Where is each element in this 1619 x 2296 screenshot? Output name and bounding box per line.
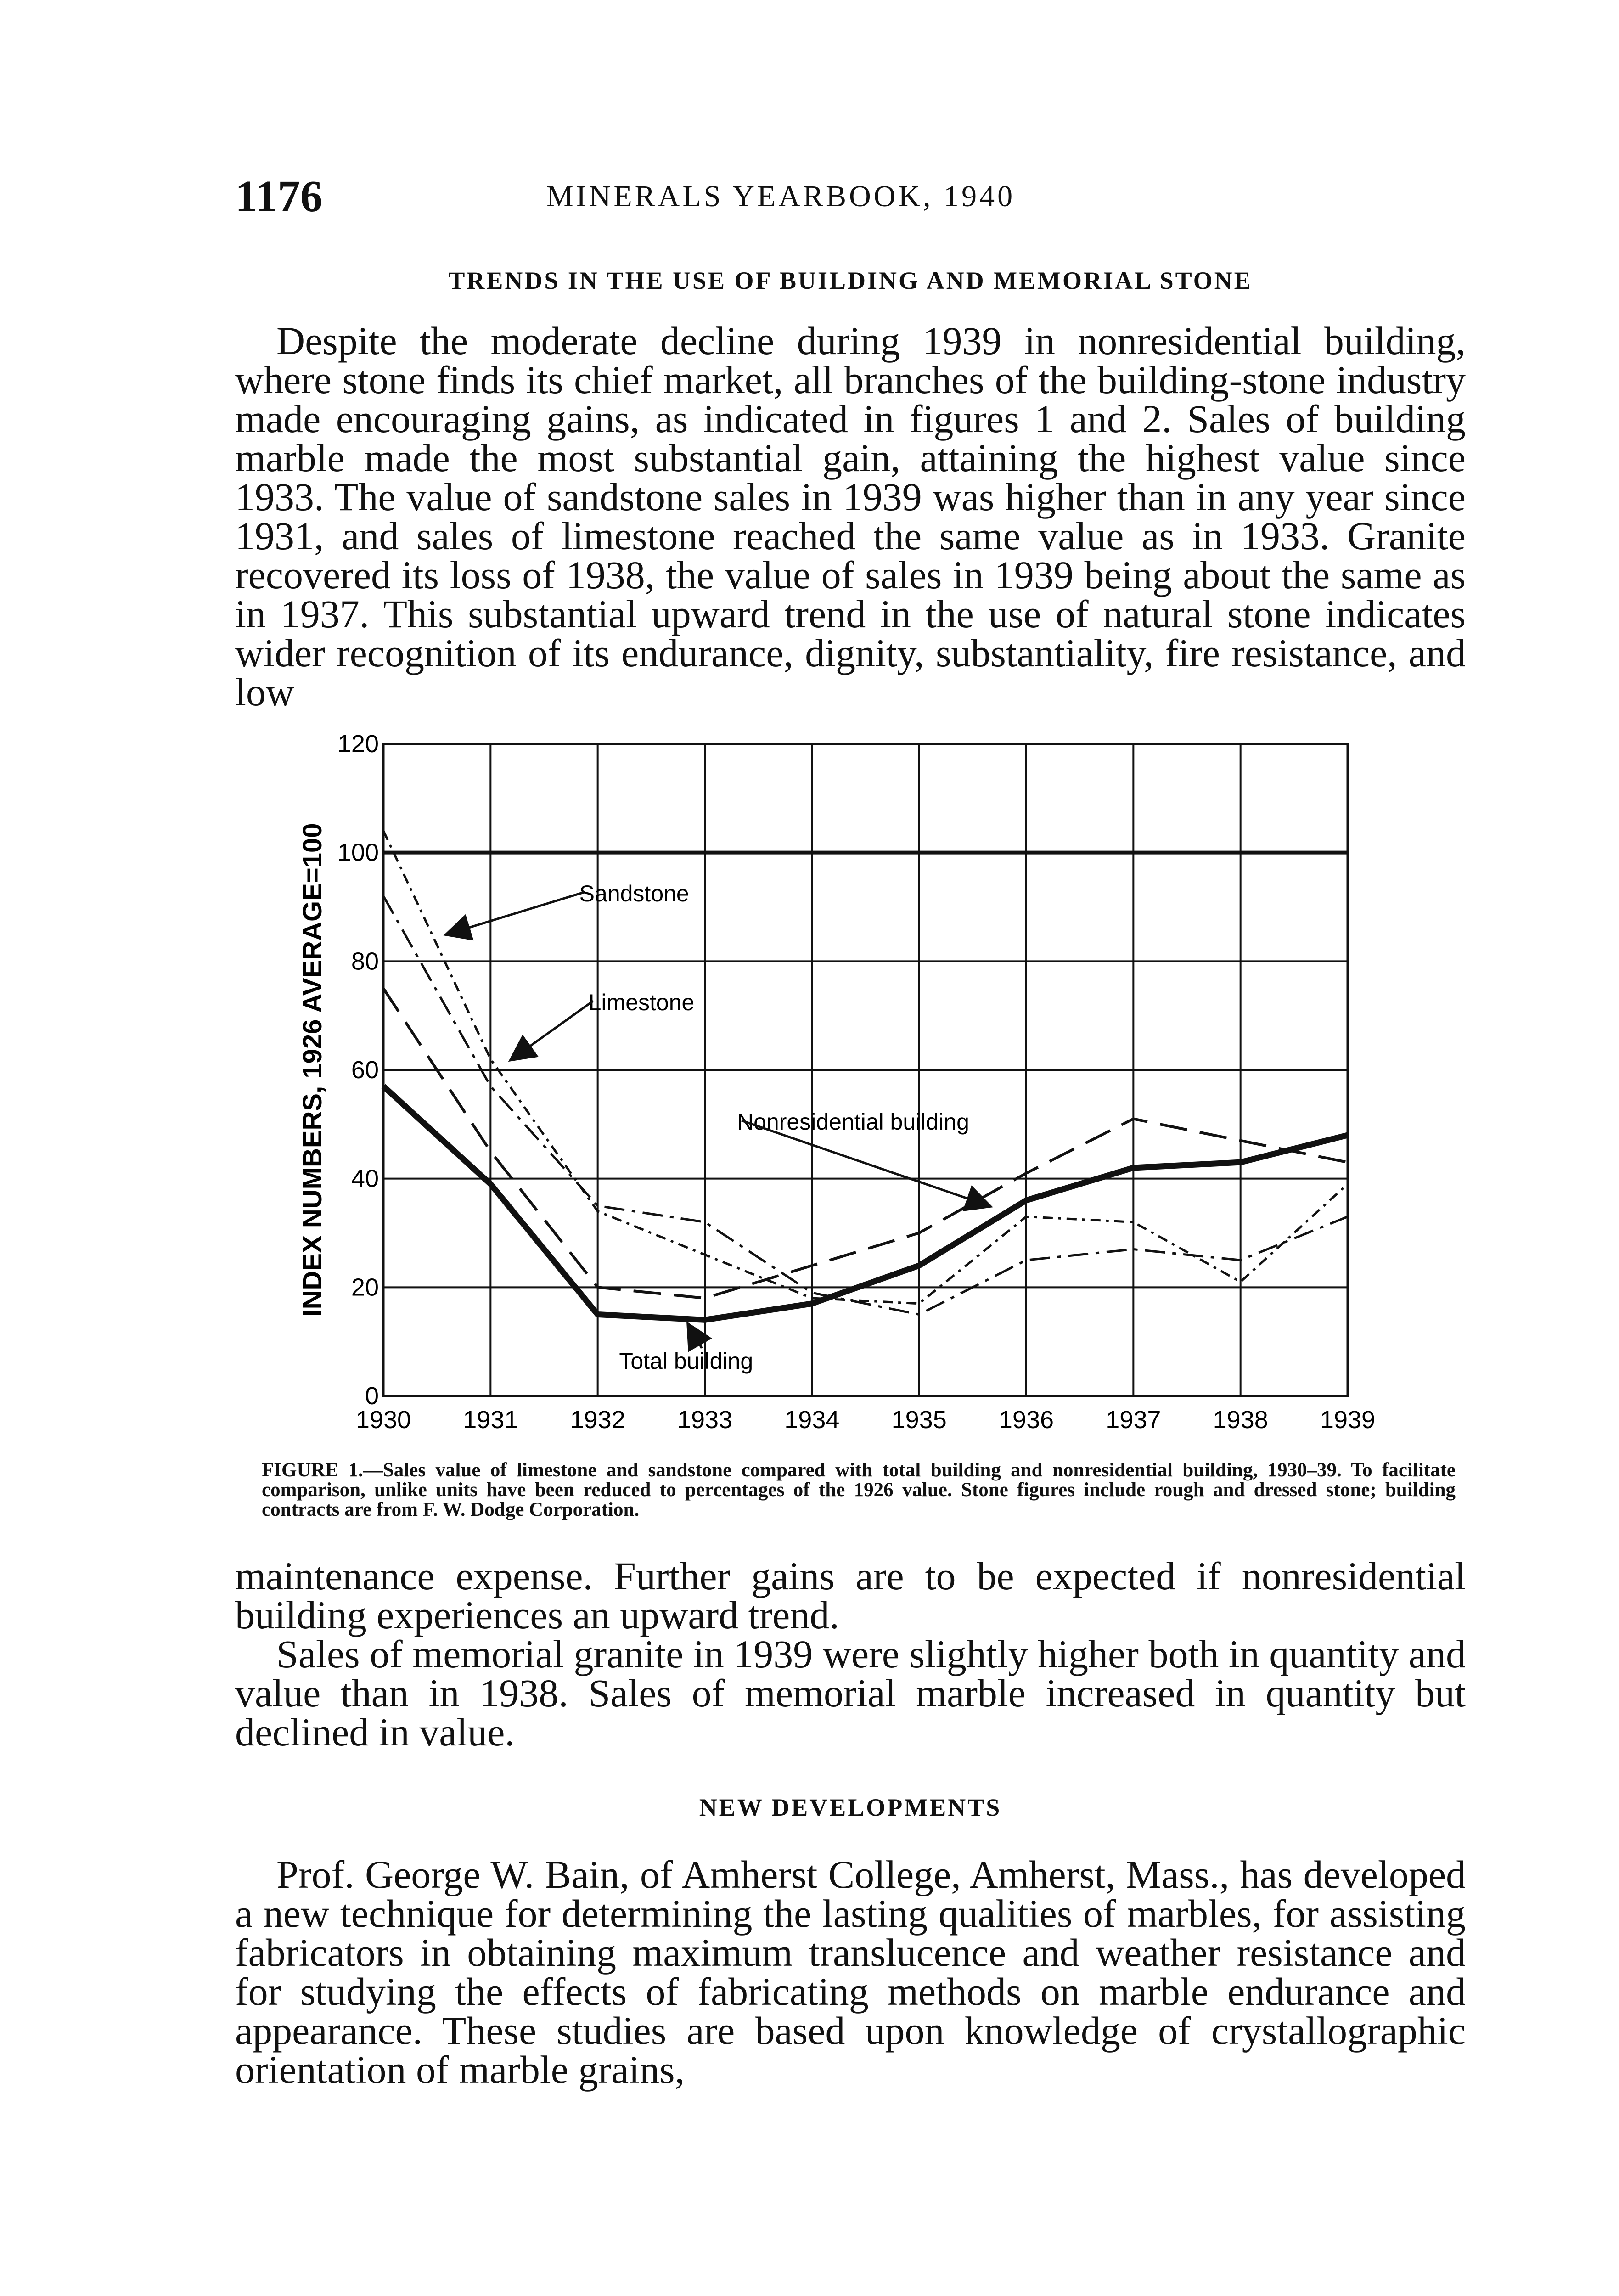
figure-1-chart (294, 726, 1396, 1460)
x-tick-label: 1930 (355, 1406, 411, 1434)
series-label-arrow (512, 1001, 593, 1059)
paragraph-text: Despite the moderate decline during 1939 in nonresidential building, where stone finds its chief market, all branches of the building-stone industry made encouraging gains, as indicated in figures 1 and 2. Sales of building marble made the most substantial gain, attaining the highest value since 1933. The value of sandstone sales in 1939 was higher than in any year since 1931, and sales of limestone reached the same value as in 1933. Granite recovered its loss of 1938, the value of sales in 1939 being about the same as in 1937. This substantial upward trend in the use of natural stone indicates wider recognition of its endurance, dignity, substantiality, fire resistance, and low (235, 319, 1466, 714)
y-tick-label: 0 (365, 1382, 379, 1410)
series-label: Total building (619, 1348, 753, 1374)
y-tick-label: 80 (351, 947, 379, 975)
x-tick-label: 1939 (1320, 1406, 1376, 1434)
y-tick-label: 60 (351, 1056, 379, 1084)
series-label: Limestone (588, 989, 695, 1015)
paragraph-text: Prof. George W. Bain, of Amherst College, Amherst, Mass., has developed a new technique for determining the lasting qualities of marbles, for assisting fabricators in obtaining maximum translucence and weather resistance and for studying the effects of fabricating methods on marble endurance and appearance. These studies are based upon knowledge of crystallographic orientation of marble grains, (235, 1852, 1466, 2092)
y-tick-label: 120 (337, 730, 379, 758)
x-tick-label: 1932 (570, 1406, 625, 1434)
figure-caption: FIGURE 1.—Sales value of limestone and sandstone compared with total building and nonresidential building, 1930–39. To facilitate comparison, unlike units have been reduced to percentages of the 1926 value. Stone figures include rough and dressed stone; building contracts are from F. W. Dodge Corporation. (262, 1459, 1456, 1520)
x-tick-label: 1938 (1213, 1406, 1268, 1434)
paragraph-trends-1 (235, 321, 1466, 712)
x-tick-label: 1933 (677, 1406, 733, 1434)
x-tick-label: 1936 (998, 1406, 1054, 1434)
x-tick-label: 1934 (784, 1406, 840, 1434)
x-tick-label: 1937 (1106, 1406, 1161, 1434)
section-title-trends: TRENDS IN THE USE OF BUILDING AND MEMORIAL STONE (448, 267, 1253, 294)
paragraph-trends-2 (235, 1554, 1466, 1754)
paragraph-text: maintenance expense. Further gains are to be expected if nonresidential building experiences an upward trend. (235, 1554, 1466, 1637)
page-number: 1176 (235, 172, 323, 221)
running-title: MINERALS YEARBOOK, 1940 (546, 180, 1016, 213)
section-title-new-developments: NEW DEVELOPMENTS (699, 1794, 1002, 1821)
x-tick-label: 1935 (891, 1406, 947, 1434)
series-label: Nonresidential building (737, 1109, 969, 1135)
y-axis-label: INDEX NUMBERS, 1926 AVERAGE=100 (298, 823, 327, 1317)
series-label-arrow (448, 892, 584, 934)
x-tick-label: 1931 (463, 1406, 518, 1434)
y-tick-label: 20 (351, 1273, 379, 1301)
paragraph-text: Sales of memorial granite in 1939 were slightly higher both in quantity and value than in 1938. Sales of memorial marble increased in quantity but declined in value. (235, 1632, 1466, 1754)
y-tick-label: 40 (351, 1165, 379, 1193)
series-label-arrow (689, 1325, 702, 1348)
series-line-nonresidential-building (383, 989, 1348, 1299)
y-tick-label: 100 (337, 838, 379, 867)
series-line-limestone (383, 896, 1348, 1314)
series-label: Sandstone (579, 881, 689, 907)
paragraph-new-developments (235, 1852, 1466, 2092)
line-chart (294, 726, 1396, 1460)
